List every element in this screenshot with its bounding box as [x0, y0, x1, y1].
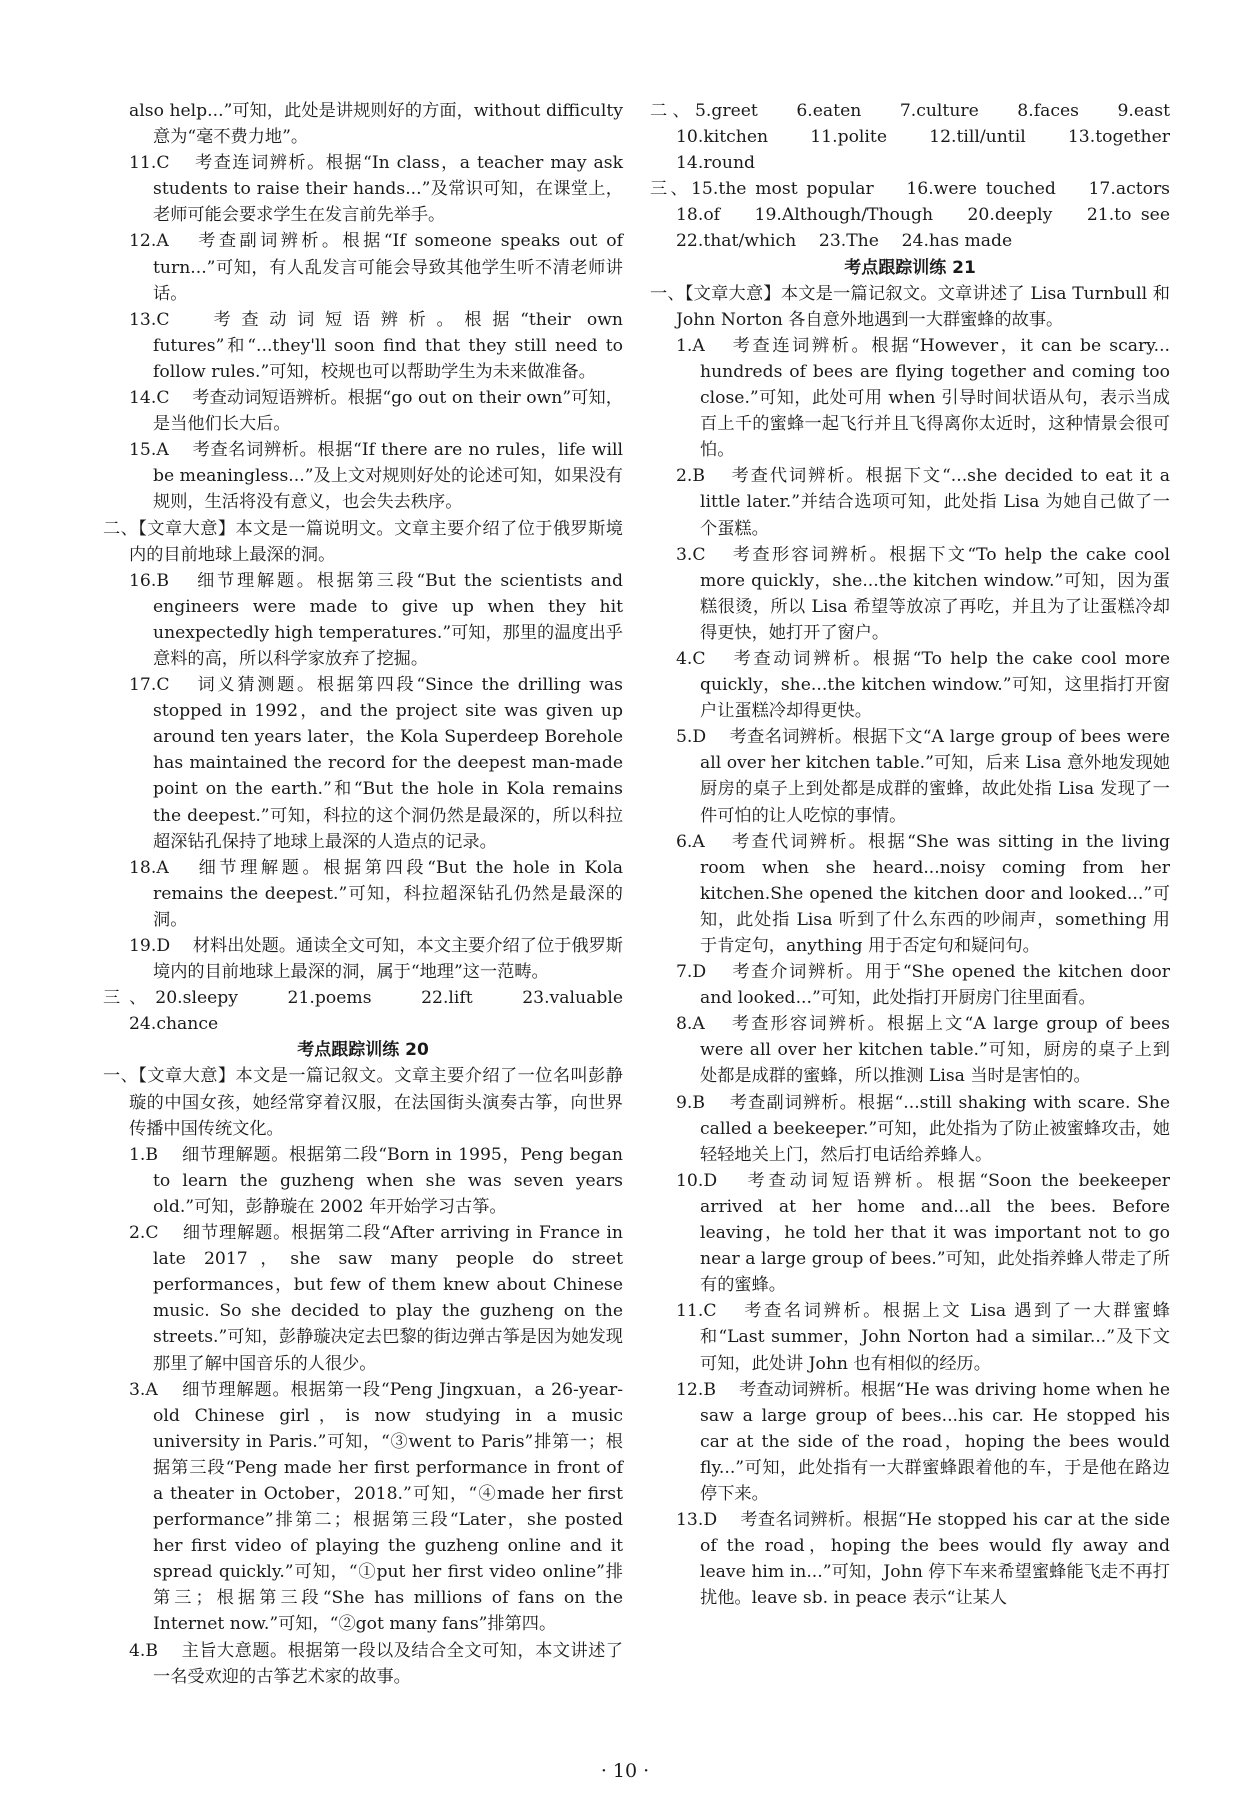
section-paragraph: 一、【文章大意】本文是一篇记叙文。文章讲述了 Lisa Turnbull 和 John Norton 各自意外地遇到一大群蜜蜂的故事。 [650, 283, 1170, 330]
answer-item: 11.C 考查名词辨析。根据上文 Lisa 遇到了一大群蜜蜂和“Last summer，John Norton had a similar...”及下文可知，此处讲 John 也有相似的经历。 [676, 1301, 1170, 1374]
answer-item: 16.B 细节理解题。根据第三段“But the scientists and engineers were made to give up when they hit unexpectedly high temperatures.”可知，那里的温度出乎意料的高，所以科学家放弃了挖掘。 [129, 570, 623, 669]
answer-item: 7.D 考查介词辨析。用于“She opened the kitchen door and looked...”可知，此处指打开厨房门往里面看。 [676, 962, 1170, 1009]
answer-item: 19.D 材料出处题。通读全文可知，本文主要介绍了位于俄罗斯境内的目前地球上最深的洞，属于“地理”这一范畴。 [129, 936, 623, 983]
answer-item: 6.A 考查代词辨析。根据“She was sitting in the living room when she heard...noisy coming from her kitchen.She opened the kitchen door and looked...”可知，此处指 Lisa 听到了什么东西的吵闹声，something 用于肯定句，anything 用于否定句和疑问句。 [676, 831, 1170, 956]
section-title: 考点跟踪训练 21 [844, 257, 976, 278]
answer-item: 13.C 考查动词短语辨析。根据“their own futures”和“...they'll soon find that they still need to follow rules.”可知，校规也可以帮助学生为未来做准备。 [129, 309, 623, 382]
answer-item: 2.C 细节理解题。根据第二段“After arriving in France in late 2017，she saw many people do street performances，but few of them knew about Chinese music. So she decided to play the guzheng on the streets.”可知，彭静璇决定去巴黎的街边弹古筝是因为她发现那里了解中国音乐的人很少。 [129, 1223, 623, 1374]
answer-item: 3.A 细节理解题。根据第一段“Peng Jingxuan，a 26-year-old Chinese girl，is now studying in a music university in Paris.”可知，“③went to Paris”排第一；根据第三段“Peng made her first performance in front of a theater in October，2018.”可知，“④made her first performance”排第二；根据第三段“Later，she posted her first video of playing the guzheng online and it spread quickly.”可知，“①put her first video online”排第三；根据第三段“She has millions of fans on the Internet now.”可知，“②got many fans”排第四。 [129, 1379, 623, 1635]
answer-item: also help...”可知，此处是讲规则好的方面，without difficulty 意为“毫不费力地”。 [129, 101, 623, 148]
answer-item: 12.A 考查副词辨析。根据“If someone speaks out of turn...”可知，有人乱发言可能会导致其他学生听不清老师讲话。 [129, 231, 623, 304]
answer-item: 10.D 考查动词短语辨析。根据“Soon the beekeeper arrived at her home and...all the bees. Before leaving，he told her that it was important not to go near a large group of bees.”可知，此处指养蜂人带走了所有的蜜蜂。 [676, 1170, 1170, 1296]
watermark-lower: ​ [271, 1405, 329, 1547]
answer-item: 18.A 细节理解题。根据第四段“But the hole in Kola remains the deepest.”可知，科拉超深钻孔仍然是最深的洞。 [129, 857, 623, 930]
watermark-upper: ​ [271, 695, 329, 837]
answer-item: 14.C 考查动词短语辨析。根据“go out on their own”可知，是当他们长大后。 [129, 388, 623, 435]
answer-item: 17.C 词义猜测题。根据第四段“Since the drilling was stopped in 1992，and the project site was given up around ten years later，the Kola Superdeep Borehole has maintained the record for the deepest man-made point on the earth.”和“But the hole in Kola remains the deepest.”可知，科拉的这个洞仍然是最深的，所以科拉超深钻孔保持了地球上最深的人造点的记录。 [129, 675, 623, 852]
answer-item: 4.B 主旨大意题。根据第一段以及结合全文可知，本文讲述了一名受欢迎的古筝艺术家的故事。 [129, 1640, 623, 1687]
answer-item: 2.B 考查代词辨析。根据下文“...she decided to eat it a little later.”并结合选项可知，此处指 Lisa 为她自己做了一个蛋糕。 [676, 466, 1170, 539]
section-paragraph: 二、5.greet 6.eaten 7.culture 8.faces 9.east 10.kitchen 11.polite 12.till/until 13.together 14.round [650, 101, 1170, 174]
section-paragraph: 一、【文章大意】本文是一篇记叙文。文章主要介绍了一位名叫彭静璇的中国女孩，她经常穿着汉服，在法国街头演奏古筝，向世界传播中国传统文化。 [103, 1066, 623, 1139]
right-column [650, 98, 1170, 1611]
answer-item: 5.D 考查名词辨析。根据下文“A large group of bees were all over her kitchen table.”可知，后来 Lisa 意外地发现她厨房的桌子上到处都是成群的蜜蜂，故此处指 Lisa 发现了一件可怕的让人吃惊的事情。 [676, 727, 1170, 826]
answer-item: 1.B 细节理解题。根据第二段“Born in 1995，Peng began to learn the guzheng when she was seven years old.”可知，彭静璇在 2002 年开始学习古筝。 [129, 1144, 623, 1217]
answer-item: 13.D 考查名词辨析。根据“He stopped his car at the side of the road，hoping the bees would fly away and leave him in...”可知，John 停下车来希望蜜蜂能飞走不再打扰他。leave sb. in peace 表示“让某人 [676, 1510, 1170, 1609]
page-number: · 10 · [600, 1760, 650, 1782]
section-paragraph: 二、【文章大意】本文是一篇说明文。文章主要介绍了位于俄罗斯境内的目前地球上最深的洞。 [103, 518, 623, 565]
answer-item: 3.C 考查形容词辨析。根据下文“To help the cake cool more quickly，she...the kitchen window.”可知，因为蛋糕很烫，所以 Lisa 希望等放凉了再吃，并且为了让蛋糕冷却得更快，她打开了窗户。 [676, 544, 1170, 643]
answer-item: 15.A 考查名词辨析。根据“If there are no rules，life will be meaningless...”及上文对规则好处的论述可知，如果没有规则，生活将没有意义，也会失去秩序。 [129, 440, 623, 513]
left-column [103, 98, 646, 1690]
section-title: 考点跟踪训练 20 [297, 1040, 429, 1061]
section-paragraph: 三、20.sleepy 21.poems 22.lift 23.valuable 24.chance [103, 988, 646, 1035]
answer-item: 12.B 考查动词辨析。根据“He was driving home when he saw a large group of bees...his car. He stopped his car at the side of the road，hoping the bees would fly...”可知，此处指有一大群蜜蜂跟着他的车，于是他在路边停下来。 [676, 1379, 1170, 1504]
answer-item: 1.A 考查连词辨析。根据“However，it can be scary... hundreds of bees are flying together and coming too close.”可知，此处可用 when 引导时间状语从句，表示当成百上千的蜜蜂一起飞行并且飞得离你太近时，这种情景会很可怕。 [676, 335, 1170, 461]
answer-item: 8.A 考查形容词辨析。根据上文“A large group of bees were all over her kitchen table.”可知，厨房的桌子上到处都是成群的蜜蜂，所以推测 Lisa 当时是害怕的。 [676, 1014, 1170, 1087]
section-paragraph: 三、15.the most popular 16.were touched 17.actors 18.of 19.Although/Though 20.deeply 21.to see 22.that/which 23.The 24.has made [650, 179, 1170, 252]
answer-item: 4.C 考查动词辨析。根据“To help the cake cool more quickly，she...the kitchen window.”可知，这里指打开窗户让蛋糕冷却得更快。 [676, 648, 1170, 722]
answer-item: 9.B 考查副词辨析。根据“...still shaking with scare. She called a beekeeper.”可知，此处指为了防止被蜜蜂攻击，她轻轻地关上门，然后打电话给养蜂人。 [676, 1092, 1170, 1165]
answer-item: 11.C 考查连词辨析。根据“In class，a teacher may ask students to raise their hands...”及常识可知，在课堂上，老师可能会要求学生在发言前先举手。 [129, 153, 623, 226]
